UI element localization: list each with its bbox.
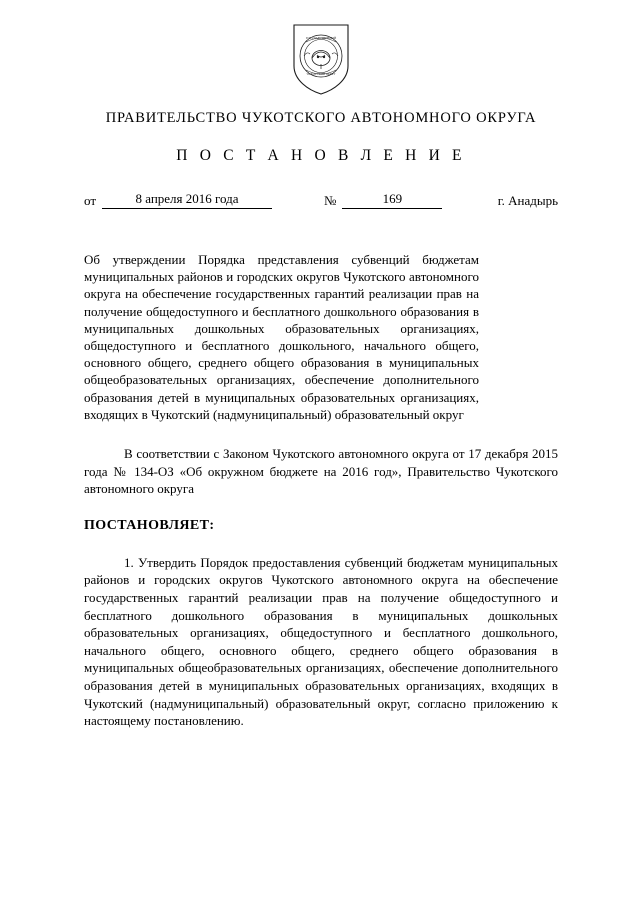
coat-of-arms-icon	[290, 22, 352, 96]
document-type-heading: П О С Т А Н О В Л Е Н И Е	[176, 147, 466, 164]
document-item-1: 1. Утвердить Порядок предоставления субвенций бюджетам муниципальных районов и городских округов Чукотского автономного округа на обеспечение государственных гарантий реализации прав на получение общедоступного и бесплатного дошкольного образования в муниципальных дошкольных образовательных организациях, общедоступного и бесплатного дошкольного, начального общего, основного общего, среднего общего образования в муниципальных общеобразовательных организациях, обеспечение дополнительного образования детей в муниципальных образовательных организациях, входящих в Чукотский (надмуниципальный) образовательный округ, согласно приложению к настоящему постановлению.	[84, 554, 558, 729]
svg-text:ГОСУДАРСТВЕННЫЙ: ГОСУДАРСТВЕННЫЙ	[305, 36, 337, 40]
date-value: 8 апреля 2016 года	[102, 191, 272, 209]
government-title: ПРАВИТЕЛЬСТВО ЧУКОТСКОГО АВТОНОМНОГО ОКРУГА	[105, 110, 537, 126]
resolves-heading: ПОСТАНОВЛЯЕТ:	[84, 517, 215, 533]
svg-text:ЧУКОТСКИЙ ОКРУГ: ЧУКОТСКИЙ ОКРУГ	[306, 72, 336, 76]
city-label: г. Анадырь	[497, 193, 558, 208]
number-value: 169	[342, 191, 442, 209]
document-subject: Об утверждении Порядка представления субвенций бюджетам муниципальных районов и городских округов Чукотского автономного округа на обеспечение государственных гарантий реализации прав на получение общедоступного и бесплатного дошкольного образования в муниципальных дошкольных образовательных организациях, общедоступного и бесплатного дошкольного, начального общего, основного общего, среднего общего образования в муниципальных общеобразовательных организациях, обеспечение дополнительного образования детей в муниципальных образовательных организациях, входящих в Чукотский (надмуниципальный) образовательный округ	[84, 252, 479, 422]
document-preamble: В соответствии с Законом Чукотского автономного округа от 17 декабря 2015 года № 134-ОЗ «Об окружном бюджете на 2016 год», Правительство Чукотского автономного округа	[84, 446, 558, 497]
date-from-label: от	[84, 193, 97, 208]
emblem-container	[84, 0, 558, 96]
document-meta-line	[84, 189, 558, 209]
number-label: №	[324, 193, 337, 208]
